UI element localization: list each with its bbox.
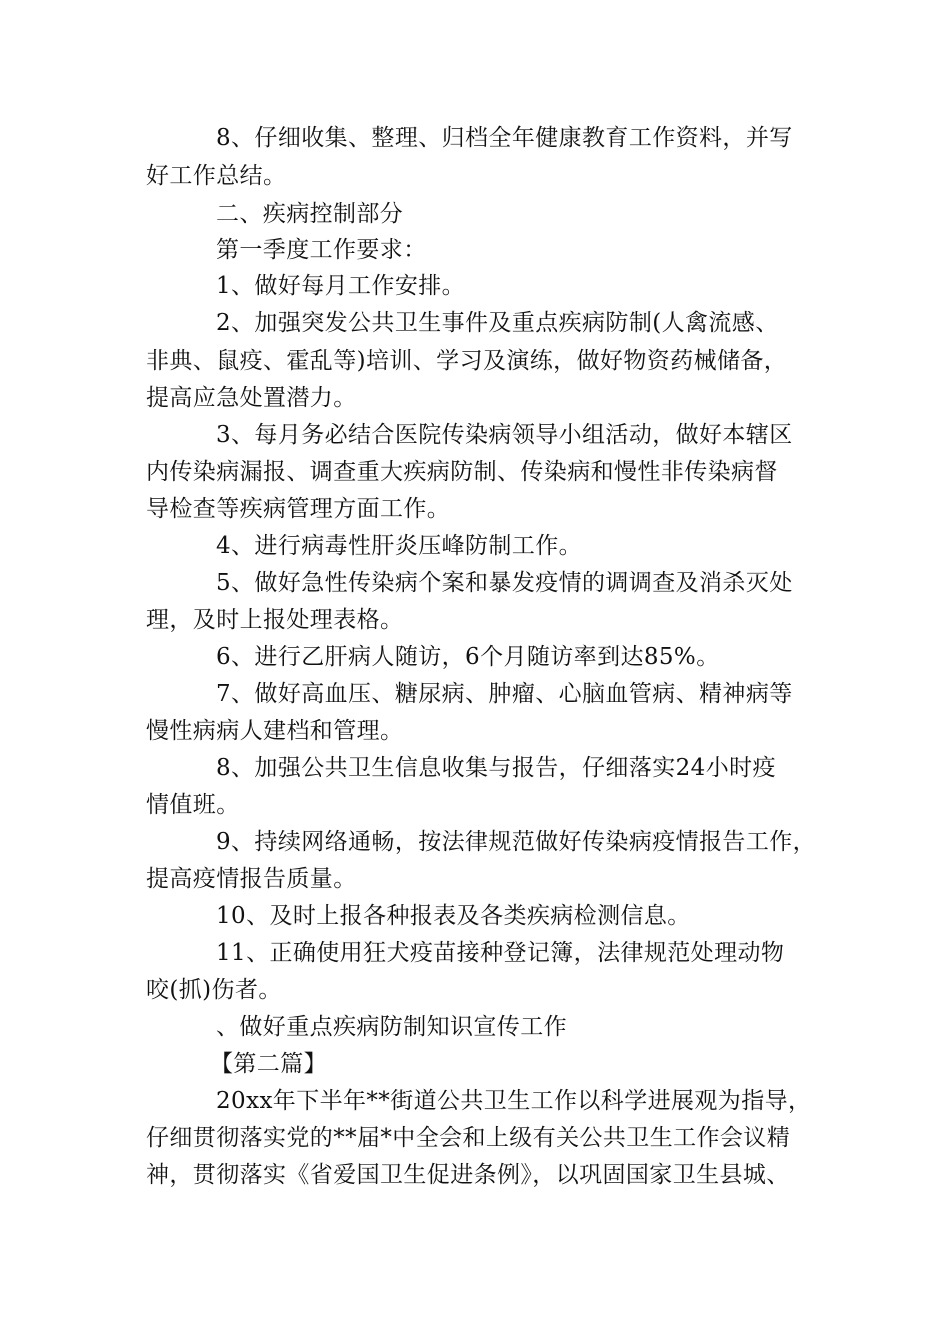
paragraph-line: 8、仔细收集、整理、归档全年健康教育工作资料，并写 <box>216 125 793 151</box>
paragraph-line: 慢性病病人建档和管理。 <box>146 718 404 744</box>
paragraph-line: 咬(抓)伤者。 <box>146 977 282 1003</box>
paragraph-line: 11、正确使用狂犬疫苗接种登记簿，法律规范处理动物 <box>216 940 785 966</box>
paragraph-line: 导检查等疾病管理方面工作。 <box>146 496 451 522</box>
paragraph-line: 内传染病漏报、调查重大疾病防制、传染病和慢性非传染病督 <box>146 459 778 485</box>
paragraph-line: 1、做好每月工作安排。 <box>216 273 466 299</box>
paragraph-line: 6、进行乙肝病人随访，6个月随访率到达85%。 <box>216 644 720 670</box>
paragraph-line: 4、进行病毒性肝炎压峰防制工作。 <box>216 533 583 559</box>
paragraph-line: 5、做好急性传染病个案和暴发疫情的调调查及消杀灭处 <box>216 570 793 596</box>
paragraph-line: 非典、鼠疫、霍乱等)培训、学习及演练，做好物资药械储备， <box>146 348 788 374</box>
subsection-heading: 第一季度工作要求： <box>216 237 427 263</box>
section-heading: 二、疾病控制部分 <box>216 201 404 227</box>
paragraph-line: 2、加强突发公共卫生事件及重点疾病防制(人禽流感、 <box>216 310 779 336</box>
paragraph-line: 20xx年下半年**街道公共卫生工作以科学进展观为指导， <box>216 1088 812 1114</box>
paragraph-line: 3、每月务必结合医院传染病领导小组活动，做好本辖区 <box>216 422 793 448</box>
paragraph-line: 理，及时上报处理表格。 <box>146 607 404 633</box>
paragraph-line: 7、做好高血压、糖尿病、肿瘤、心脑血管病、精神病等 <box>216 681 793 707</box>
paragraph-line: 仔细贯彻落实党的**届*中全会和上级有关公共卫生工作会议精 <box>146 1125 791 1151</box>
paragraph-line: 提高应急处置潜力。 <box>146 385 357 411</box>
paragraph-line: 9、持续网络通畅，按法律规范做好传染病疫情报告工作， <box>216 829 817 855</box>
chapter-title: 【第二篇】 <box>210 1051 327 1077</box>
paragraph-line: 神，贯彻落实《省爱国卫生促进条例》，以巩固国家卫生县城、 <box>146 1162 790 1188</box>
paragraph-line: 8、加强公共卫生信息收集与报告，仔细落实24小时疫 <box>216 755 776 781</box>
paragraph-line: 10、及时上报各种报表及各类疾病检测信息。 <box>216 903 691 929</box>
paragraph-line: 好工作总结。 <box>146 163 287 189</box>
paragraph-line: 情值班。 <box>146 792 240 818</box>
paragraph-line: 提高疫情报告质量。 <box>146 866 357 892</box>
paragraph-line: 、做好重点疾病防制知识宣传工作 <box>216 1014 567 1040</box>
